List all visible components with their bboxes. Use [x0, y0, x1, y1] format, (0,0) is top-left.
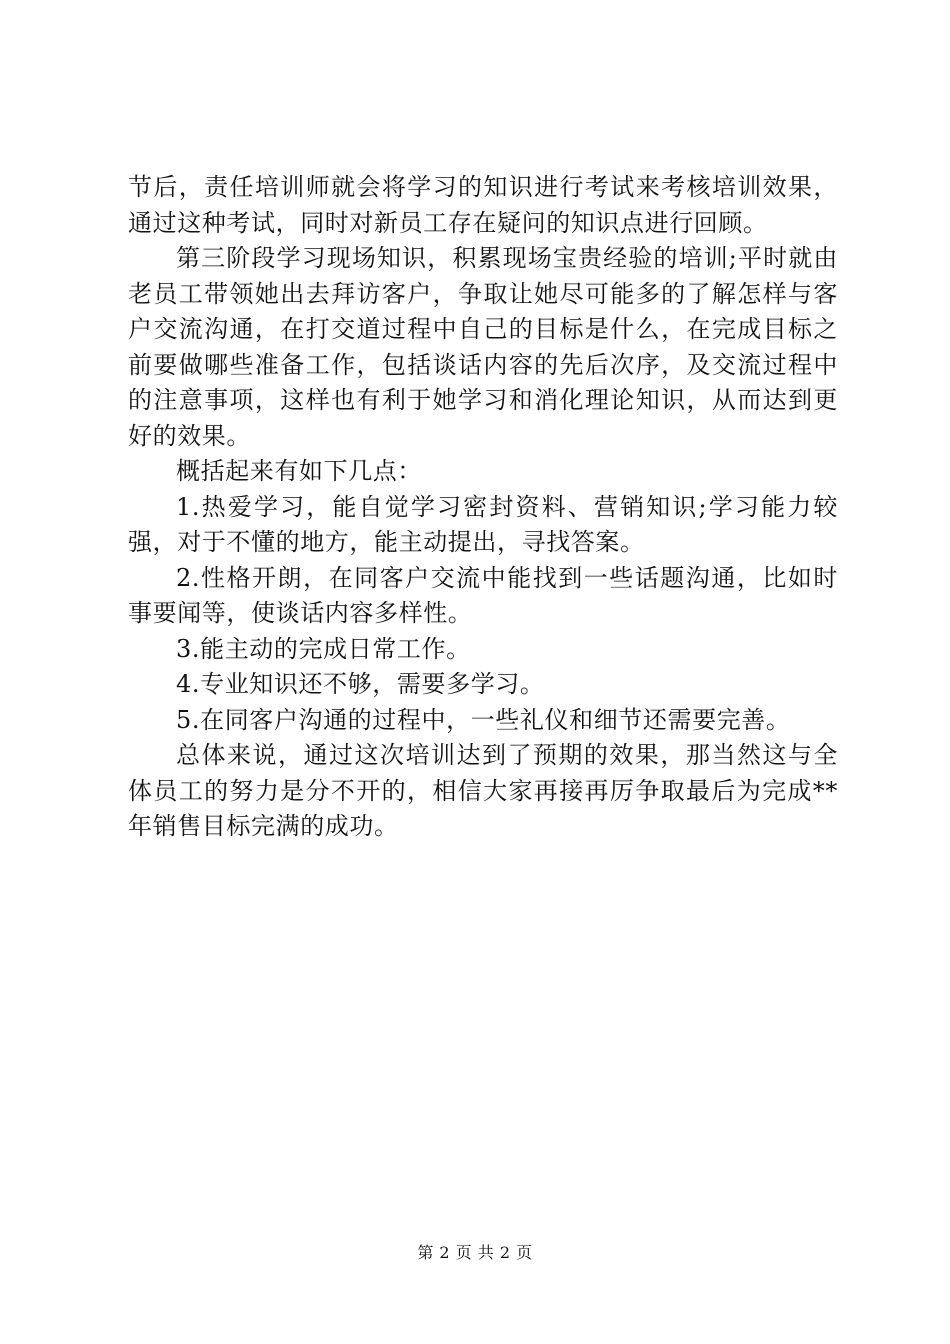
- paragraph-conclusion: 总体来说，通过这次培训达到了预期的效果，那当然这与全体员工的努力是分不开的，相信大家再接再厉争取最后为完成**年销售目标完满的成功。: [128, 741, 838, 840]
- list-item-2: 2.性格开朗，在同客户交流中能找到一些话题沟通，比如时事要闻等，使谈话内容多样性。: [128, 563, 838, 627]
- paragraph-summary-intro: 概括起来有如下几点：: [176, 457, 422, 485]
- page-footer: [0, 1243, 950, 1263]
- list-item-3: 3.能主动的完成日常工作。: [176, 634, 471, 663]
- list-item-1: 1.热爱学习，能自觉学习密封资料、营销知识;学习能力较强，对于不懂的地方，能主动提出，寻找答案。: [128, 492, 838, 556]
- list-item-5: 5.在同客户沟通的过程中，一些礼仪和细节还需要完善。: [176, 705, 791, 734]
- list-item-4: 4.专业知识还不够，需要多学习。: [176, 670, 545, 698]
- paragraph-stage-three: 第三阶段学习现场知识，积累现场宝贵经验的培训;平时就由老员工带领她出去拜访客户，争取让她尽可能多的了解怎样与客户交流沟通，在打交道过程中自己的目标是什么，在完成目标之前要做哪些准备工作，包括谈话内容的先后次序，及交流过程中的注意事项，这样也有利于她学习和消化理论知识，从而达到更好的效果。: [128, 244, 838, 450]
- paragraph-continuation: 节后，责任培训师就会将学习的知识进行考试来考核培训效果，通过这种考试，同时对新员工存在疑问的知识点进行回顾。: [128, 173, 838, 237]
- document-body: [128, 170, 838, 845]
- page-number-label: 第 2 页 共 2 页: [417, 1243, 533, 1262]
